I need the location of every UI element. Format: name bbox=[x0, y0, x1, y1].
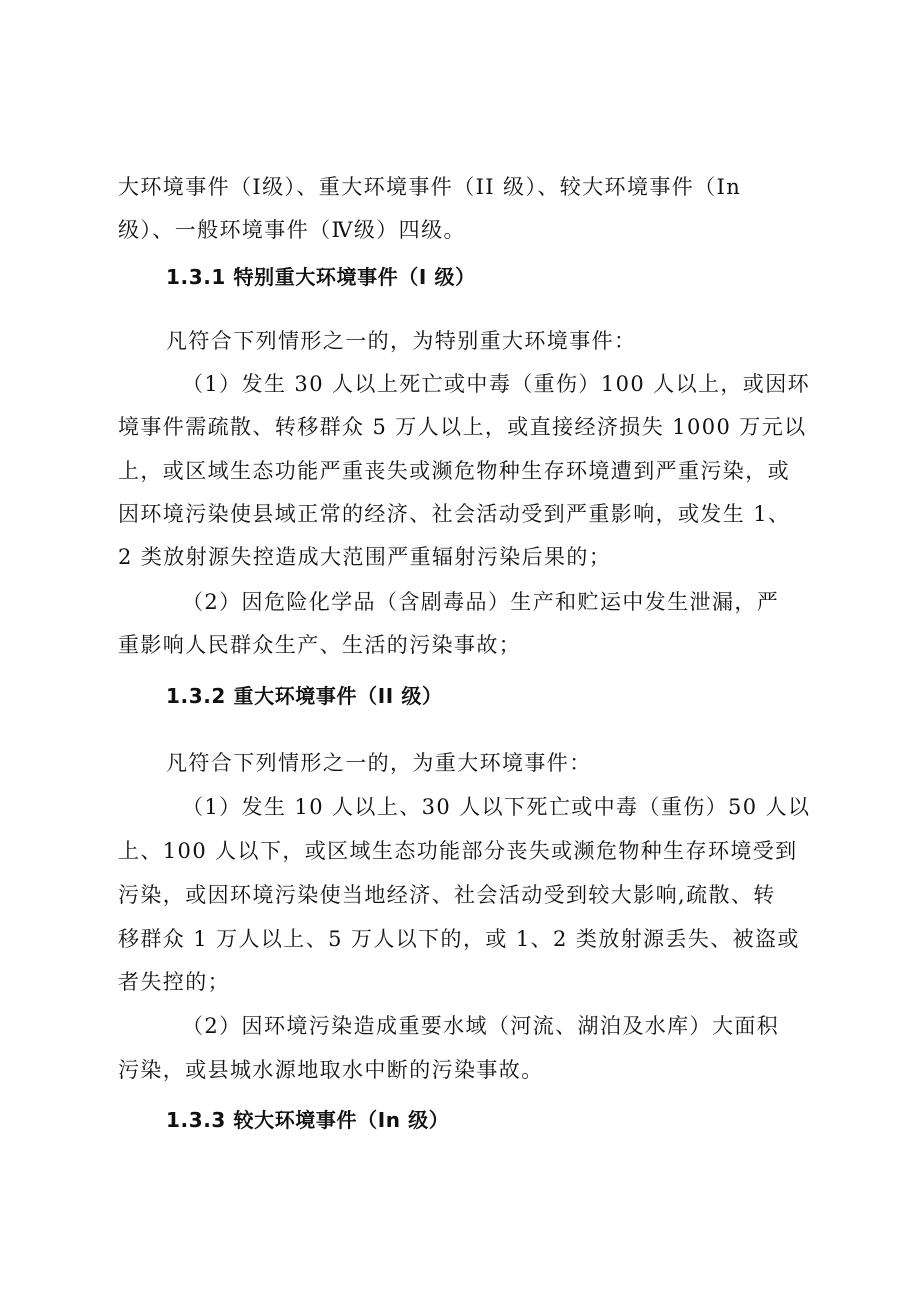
paragraph-line: 大环境事件（Ⅰ级）、重大环境事件（II 级）、较大环境事件（In bbox=[118, 175, 742, 199]
paragraph-line: 上、100 人以下，或区域生态功能部分丧失或濒危物种生存环境受到 bbox=[118, 839, 798, 863]
section-heading-1-3-2: 1.3.2 重大环境事件（II 级） bbox=[166, 684, 443, 708]
paragraph-line: 境事件需疏散、转移群众 5 万人以上，或直接经济损失 1000 万元以 bbox=[118, 415, 807, 439]
paragraph-line: 因环境污染使县域正常的经济、社会活动受到严重影响，或发生 1、 bbox=[118, 502, 791, 526]
paragraph-line: 者失控的； bbox=[118, 970, 230, 994]
paragraph-line: 重影响人民群众生产、生活的污染事故； bbox=[118, 633, 522, 657]
paragraph-line: 污染，或因环境污染使当地经济、社会活动受到较大影响,疏散、转 bbox=[118, 883, 776, 907]
section-heading-1-3-3: 1.3.3 较大环境事件（In 级） bbox=[166, 1108, 450, 1132]
paragraph-line: 级）、一般环境事件（Ⅳ级）四级。 bbox=[118, 218, 466, 242]
paragraph-line: 污染，或县城水源地取水中断的污染事故。 bbox=[118, 1058, 544, 1082]
paragraph-line: 凡符合下列情形之一的，为特别重大环境事件： bbox=[166, 329, 637, 353]
paragraph-line: 移群众 1 万人以上、5 万人以下的，或 1、2 类放射源丢失、被盗或 bbox=[118, 927, 800, 951]
paragraph-line: （1）发生 10 人以上、30 人以下死亡或中毒（重伤）50 人以 bbox=[182, 795, 811, 819]
paragraph-line: （2）因环境污染造成重要水域（河流、湖泊及水库）大面积 bbox=[182, 1014, 780, 1038]
paragraph-line: （2）因危险化学品（含剧毒品）生产和贮运中发生泄漏，严 bbox=[182, 590, 780, 614]
section-heading-1-3-1: 1.3.1 特别重大环境事件（I 级） bbox=[166, 265, 476, 289]
paragraph-line: 凡符合下列情形之一的，为重大环境事件： bbox=[166, 751, 592, 775]
paragraph-line: 2 类放射源失控造成大范围严重辐射污染后果的； bbox=[118, 545, 612, 569]
paragraph-line: 上，或区域生态功能严重丧失或濒危物种生存环境遭到严重污染，或 bbox=[118, 459, 790, 483]
paragraph-line: （1）发生 30 人以上死亡或中毒（重伤）100 人以上，或因环 bbox=[182, 372, 810, 396]
